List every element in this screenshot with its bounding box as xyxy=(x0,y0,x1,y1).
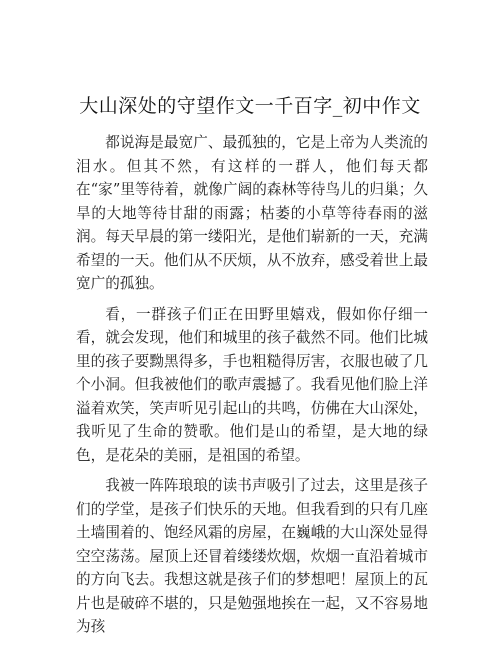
paragraph: 看，一群孩子们正在田野里嬉戏，假如你仔细一看，就会发现，他们和城里的孩子截然不同。他们比城里的孩子要黝黑得多，手也粗糙得厉害，衣服也破了几个小洞。但我被他们的歌声震撼了。我看见他们脸上洋溢着欢笑，笑声听见引起山的共鸣，仿佛在大山深处，我听见了生命的赞歌。他们是山的希望，是大地的绿色，是花朵的美丽，是祖国的希望。 xyxy=(76,305,428,464)
paragraph: 都说海是最宽广、最孤独的，它是上帝为人类流的泪水。但其不然，有这样的一群人，他们每天都在“家”里等待着，就像广阔的森林等待鸟儿的归巢；久旱的大地等待甘甜的雨露；枯萎的小草等待春雨的滋润。每天早晨的第一缕阳光，是他们崭新的一天，充满希望的一天。他们从不厌烦，从不放弃，感受着世上最宽广的孤独。 xyxy=(76,134,428,292)
article-title: 大山深处的守望作文一千百字_初中作文 xyxy=(79,95,421,117)
paragraph: 我被一阵阵琅琅的读书声吸引了过去，这里是孩子们的学堂，是孩子们快乐的天地。但我看到的只有几座土墙围着的、饱经风霜的房屋，在巍峨的大山深处显得空空荡荡。屋顶上还冒着缕缕炊烟，炊烟一直沿着城市的方向飞去。我想这就是孩子们的梦想吧！屋顶上的瓦片也是破碎不堪的，只是勉强地挨在一起，又不容易地为孩 xyxy=(76,477,428,635)
article-body xyxy=(76,131,428,646)
